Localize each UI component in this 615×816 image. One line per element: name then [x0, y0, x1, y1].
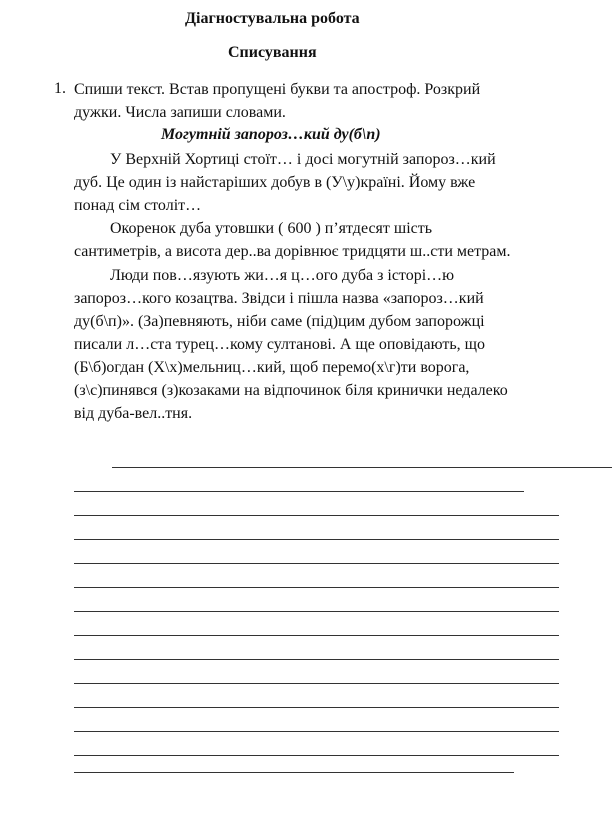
instruction-line: дужки. Числа запиши словами. — [74, 104, 286, 121]
text-line: У Верхній Хортиці стоїт… і досі могутній запороз…кий — [110, 151, 496, 168]
section-title: Списування — [228, 44, 317, 61]
page-title: Діагностувальна робота — [185, 10, 360, 27]
writing-line[interactable] — [74, 659, 559, 660]
paragraph-3 — [74, 264, 574, 425]
writing-line[interactable] — [74, 772, 514, 773]
writing-line[interactable] — [74, 755, 559, 756]
writing-line[interactable] — [74, 707, 559, 708]
text-title: Могутній запороз…кий ду(б\п) — [161, 126, 381, 143]
writing-line[interactable] — [74, 563, 559, 564]
writing-line[interactable] — [74, 539, 559, 540]
task-instruction — [74, 78, 574, 124]
paragraph-1 — [74, 148, 574, 217]
text-line: Люди пов…язують жи…я ц…ого дуба з історі…ю — [110, 267, 455, 284]
text-line: понад сім століт… — [74, 197, 202, 214]
writing-line[interactable] — [74, 587, 559, 588]
text-line: запороз…кого козацтва. Звідси і пішла назва «запороз…кий — [74, 290, 484, 307]
writing-line[interactable] — [74, 731, 559, 732]
text-line: сантиметрів, а висота дер..ва дорівнює тридцяти ш..сти метрам. — [74, 243, 511, 260]
instruction-line: Спиши текст. Встав пропущені букви та апостроф. Розкрий — [74, 81, 481, 98]
text-line: Окоренок дуба утовшки ( 600 ) п’ятдесят шість — [110, 220, 433, 237]
writing-line[interactable] — [74, 635, 559, 636]
writing-line[interactable] — [112, 467, 612, 468]
task-number: 1. — [54, 80, 66, 97]
text-line: (з\с)пинявся (з)козаками на відпочинок біля кринички недалеко — [74, 382, 508, 399]
writing-line[interactable] — [74, 683, 559, 684]
text-line: ду(б\п)». (За)певняють, ніби саме (під)цим дубом запорожці — [74, 313, 485, 330]
text-line: від дуба-вел..тня. — [74, 405, 193, 422]
writing-line[interactable] — [74, 611, 559, 612]
paragraph-2 — [74, 217, 574, 263]
writing-line[interactable] — [74, 515, 559, 516]
text-line: дуб. Це один із найстаріших добув в (У\у)країні. Йому вже — [74, 174, 476, 191]
text-line: (Б\б)огдан (Х\х)мельниц…кий, щоб перемо(х\г)ти ворога, — [74, 359, 470, 376]
text-line: писали л…ста турец…кому султанові. А ще оповідають, що — [74, 336, 485, 353]
writing-line[interactable] — [74, 491, 524, 492]
